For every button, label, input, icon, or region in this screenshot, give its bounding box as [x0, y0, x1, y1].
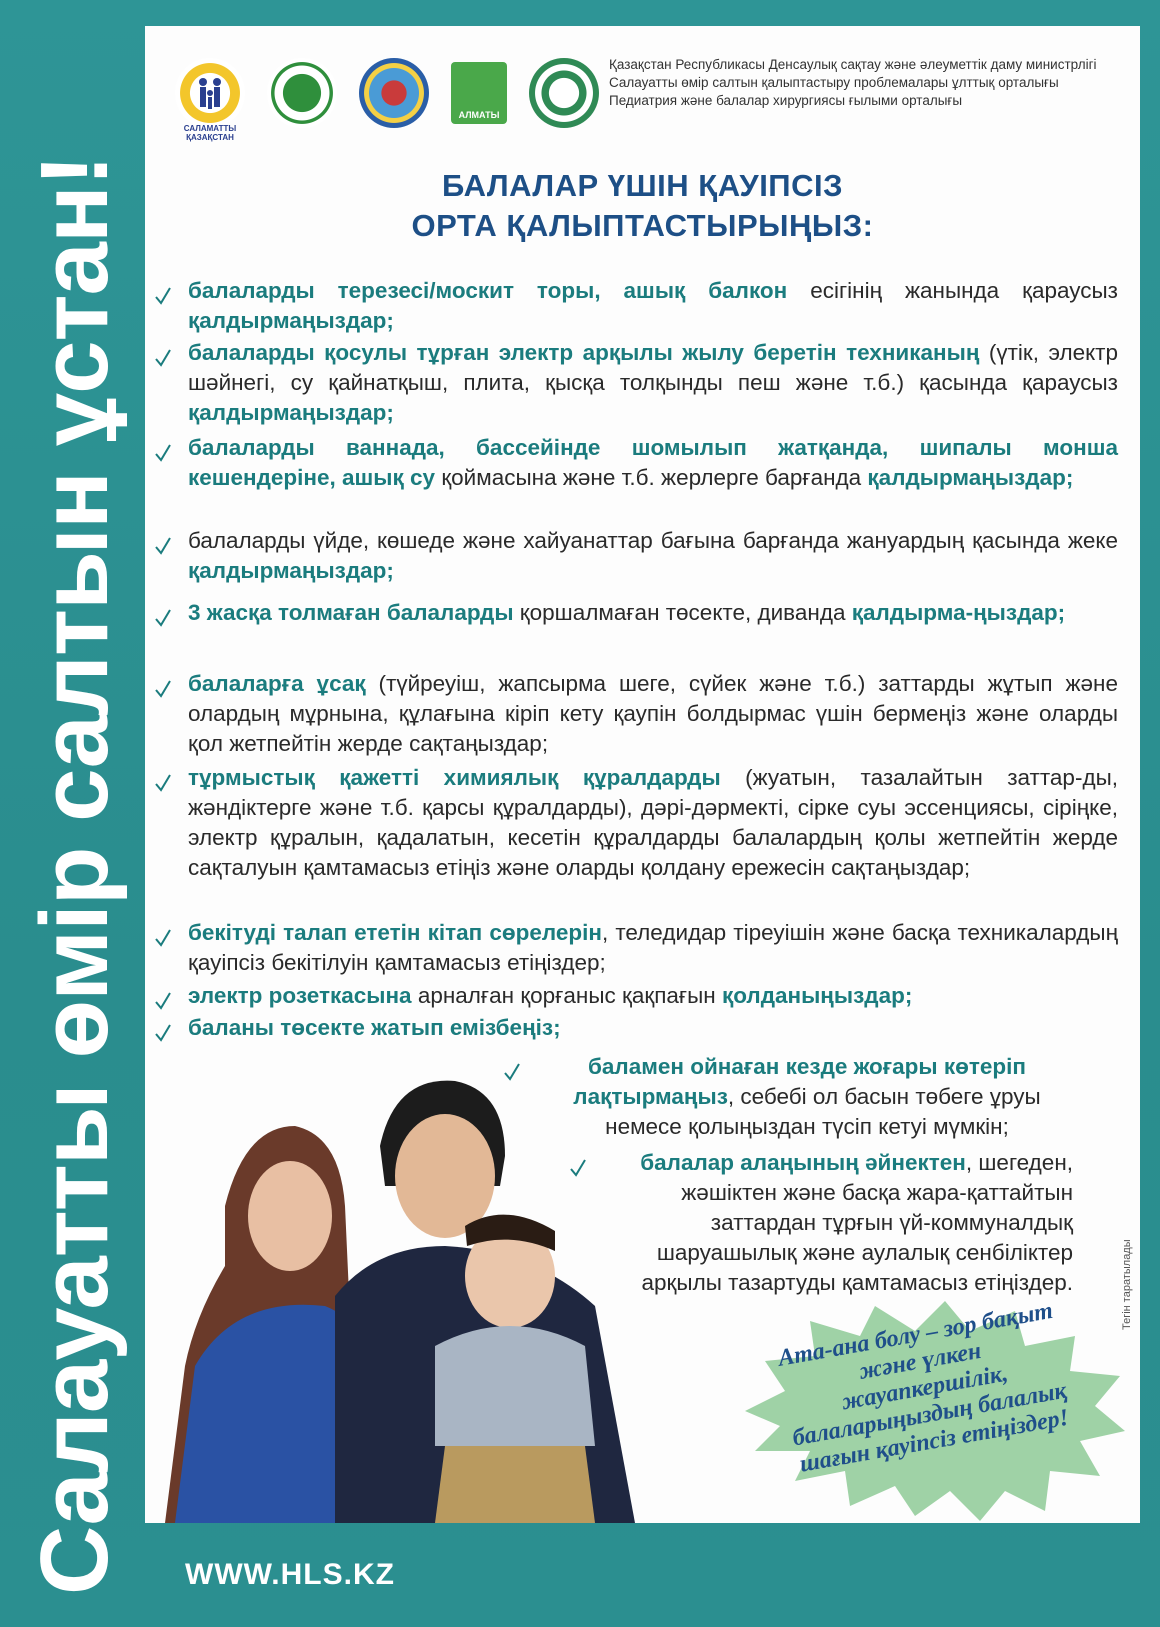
checkmark-icon	[155, 991, 171, 1011]
org-line: Педиатрия және балалар хирургиясы ғылыми орталығы	[609, 93, 963, 108]
item-text: , теледидар тіреуішін және басқа техникалардың қауіпсіз бекітілуін қамтамасыз етіңіздер;	[188, 920, 1119, 975]
item-text: қоршалмаған төсекте, диванда	[513, 600, 852, 625]
item-bold: баламен ойнаған кезде жоғары көтеріп лақтырмаңыз	[573, 1054, 1026, 1109]
item-bold: қалдырмаңыздар;	[867, 465, 1074, 490]
list-item	[188, 669, 1118, 759]
list-item	[188, 918, 1118, 978]
almaty-logo	[451, 62, 507, 124]
item-bold: баланы төсекте жатып емізбеңіз;	[188, 1015, 561, 1040]
list-item	[188, 598, 1118, 628]
item-bold: тұрмыстық қажетті химиялық құралдарды	[188, 765, 721, 790]
title-line: ОРТА ҚАЛЫПТАСТЫРЫҢЫЗ:	[411, 208, 874, 243]
item-text: балаларды үйде, көшеде және хайуанаттар бағына барғанда жануардың қасында жеке	[188, 528, 1118, 553]
side-title: Салауатты өмір салтын ұстан!	[21, 155, 128, 1595]
logo-caption: АЛМАТЫ	[458, 110, 500, 120]
salamatty-kazakhstan-logo	[175, 58, 245, 142]
item-bold: балаларды қосулы тұрған электр арқылы жылу беретін техниканың	[188, 340, 980, 365]
list-item	[188, 338, 1118, 428]
item-bold: балалар алаңының әйнектен	[640, 1150, 966, 1175]
org-line: Қазақстан Республикасы Денсаулық сақтау және әлеуметтік даму министрлігі	[609, 57, 1097, 72]
website-link[interactable]: WWW.HLS.KZ	[185, 1558, 395, 1591]
item-bold: қалдырма-ңыздар;	[851, 600, 1066, 625]
item-text: , себебі ол басын төбеге ұруы немесе қолыңыздан түсіп кетуі мүмкін;	[605, 1084, 1041, 1139]
item-text: , шегеден, жәшіктен және басқа жара-қаттайтын заттардан тұрғын үй-коммуналдық шаруашылық және аулалық сенбіліктер арқылы тазартуды қамтамасыз етіңіздер.	[641, 1150, 1073, 1295]
main-title	[145, 166, 1140, 246]
checkmark-icon	[155, 348, 171, 368]
pediatrics-center-logo	[529, 58, 599, 128]
list-item	[188, 1013, 1118, 1043]
list-item	[188, 763, 1118, 883]
list-item	[188, 433, 1118, 493]
organizations	[609, 56, 1097, 110]
checkmark-icon	[155, 443, 171, 463]
checkmark-icon	[155, 773, 171, 793]
title-line: БАЛАЛАР ҮШІН ҚАУІПСІЗ	[441, 168, 844, 203]
healthy-lifestyle-center-logo	[267, 58, 337, 128]
item-bold: балаларды терезесі/москит торы, ашық балкон	[188, 278, 788, 303]
logo-caption: САЛАМАТТЫ ҚАЗАҚСТАН	[183, 124, 237, 142]
content-panel	[145, 26, 1140, 1523]
checkmark-icon	[155, 679, 171, 699]
item-text: қоймасына және т.б. жерлерге барғанда	[435, 465, 868, 490]
item-bold: қалдырмаңыздар;	[188, 558, 394, 583]
checkmark-icon	[155, 1023, 171, 1043]
item-text: (үтік, электр шәйнегі, су қайнатқыш, плита, қысқа толқынды пеш және т.б.) қасында қараусыз	[188, 340, 1118, 395]
item-bold: балаларға ұсақ	[188, 671, 366, 696]
list-item	[188, 276, 1118, 336]
org-line: Салауатты өмір салтын қалыптастыру проблемалары ұлттық орталығы	[609, 75, 1059, 90]
almaty-city-emblem	[359, 58, 429, 128]
checkmark-icon	[155, 928, 171, 948]
item-bold: қолданыңыздар;	[721, 983, 913, 1008]
item-text: арналған қорғаныс қақпағын	[411, 983, 722, 1008]
item-bold: қалдырмаңыздар;	[188, 308, 394, 333]
item-text: (жуатын, тазалайтын заттар-ды, жәндіктерге және т.б. қарсы құралдарды), дәрі-дәрмекті, сірке суы эссенциясы, сіріңке, электр құралын, қадалатын, кесетін құралдарды балалардың қолы жетпейтін жерде сақталуын қамтамасыз етіңіз және оларды қолдану ережесін сақтаңыздар;	[188, 765, 1118, 880]
family-icon	[190, 73, 230, 113]
item-bold: бекітуді талап ететін кітап сөрелерін	[188, 920, 602, 945]
item-bold: электр розеткасына	[188, 983, 412, 1008]
item-text: (түйреуіш, жапсырма шеге, сүйек және т.б.) заттарды жұтып және олардың мұрнына, құлағына кіріп кету қаупін болдырмас үшін бермеңіз және оларды қол жетпейтін жерде сақтаңыздар;	[188, 671, 1118, 756]
checkmark-icon	[155, 286, 171, 306]
list-item	[188, 526, 1118, 586]
free-distribution-note: Тегін таратылады	[1121, 1239, 1133, 1330]
item-bold: 3 жасқа толмаған балаларды	[188, 600, 514, 625]
slogan-text: Ата-ана болу – зор бақыт және үлкен жауапкершілік, балаларыңыздың балалық шағын қауіпсіз етіңіздер!	[776, 1297, 1071, 1478]
item-text: есігінің жанында қараусыз	[787, 278, 1119, 303]
checkmark-icon	[155, 536, 171, 556]
logo-row	[175, 48, 599, 142]
item-bold: қалдырмаңыздар;	[188, 400, 394, 425]
list-item	[188, 981, 1118, 1011]
item-bold: балаларды ваннада, бассейінде шомылып жатқанда, шипалы монша кешендеріне, ашық су	[188, 435, 1118, 490]
family-photo	[165, 1066, 685, 1523]
checkmark-icon	[155, 608, 171, 628]
